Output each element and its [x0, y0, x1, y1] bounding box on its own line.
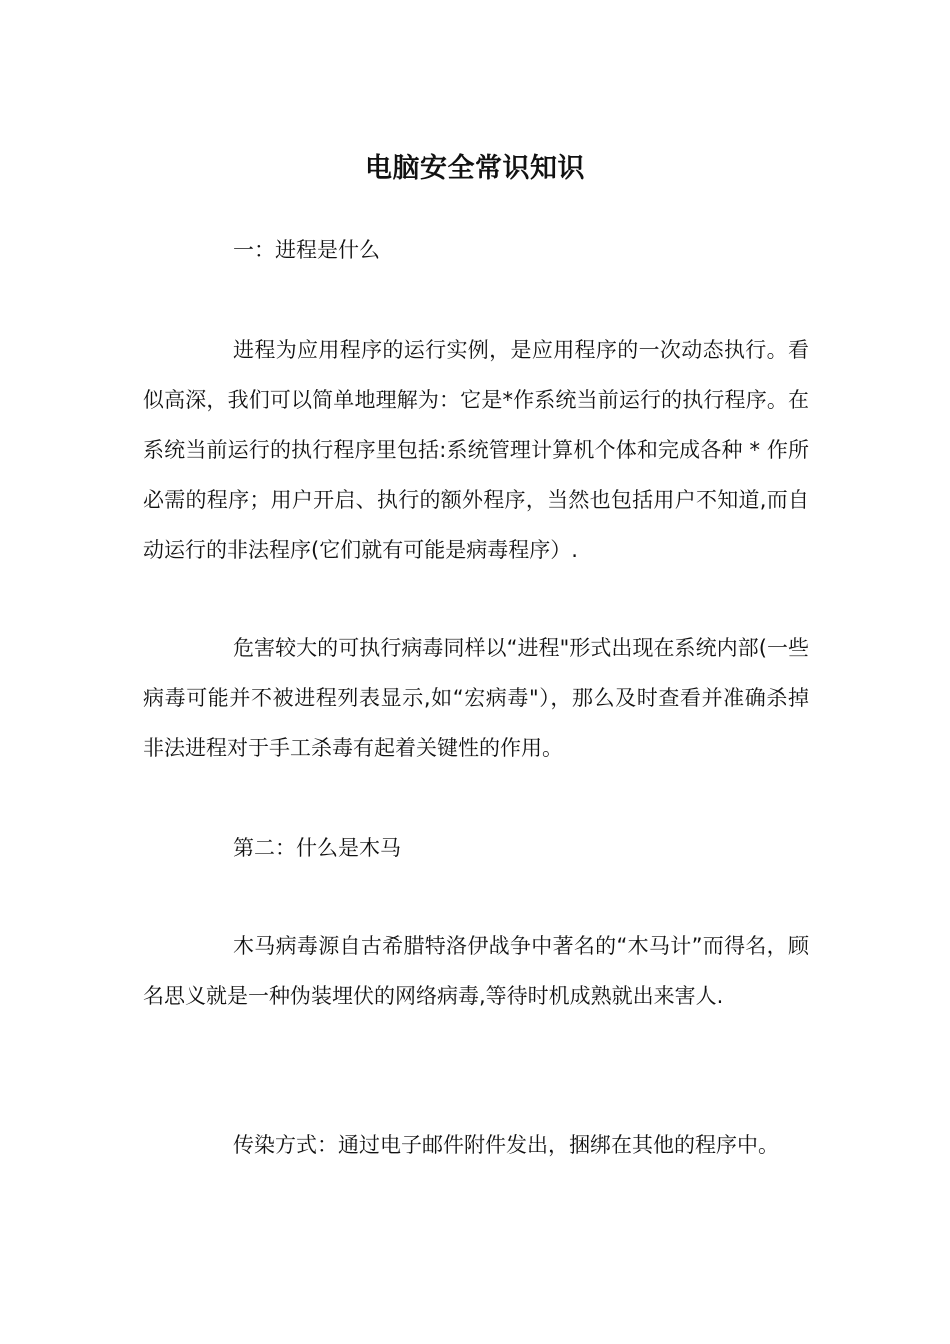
document-title: 电脑安全常识知识 — [365, 153, 585, 185]
section-heading-trojan: 第二：什么是木马 — [233, 836, 401, 860]
paragraph-process-definition: 进程为应用程序的运行实例，是应用程序的一次动态执行。看似高深，我们可以简单地理解为：它是*作系统当前运行的执行程序。在系统当前运行的执行程序里包括:系统管理计算机个体和完成各种 * 作所必需的程序；用户开启、执行的额外程序，当然也包括用户不知道,而自动运行的非法程序(它们就有可能是病毒程序）. — [143, 338, 809, 562]
paragraph-virus-process: 危害较大的可执行病毒同样以“进程"形式出现在系统内部(一些病毒可能并不被进程列表显示,如“宏病毒"），那么及时查看并准确杀掉非法进程对于手工杀毒有起着关键性的作用。 — [143, 636, 809, 760]
paragraph-trojan-definition: 木马病毒源自古希腊特洛伊战争中著名的“木马计”而得名，顾名思义就是一种伪装埋伏的网络病毒,等待时机成熟就出来害人. — [143, 934, 809, 1008]
paragraph-infection-method: 传染方式：通过电子邮件附件发出，捆绑在其他的程序中。 — [233, 1133, 779, 1157]
section-heading-process: 一：进程是什么 — [233, 238, 380, 262]
